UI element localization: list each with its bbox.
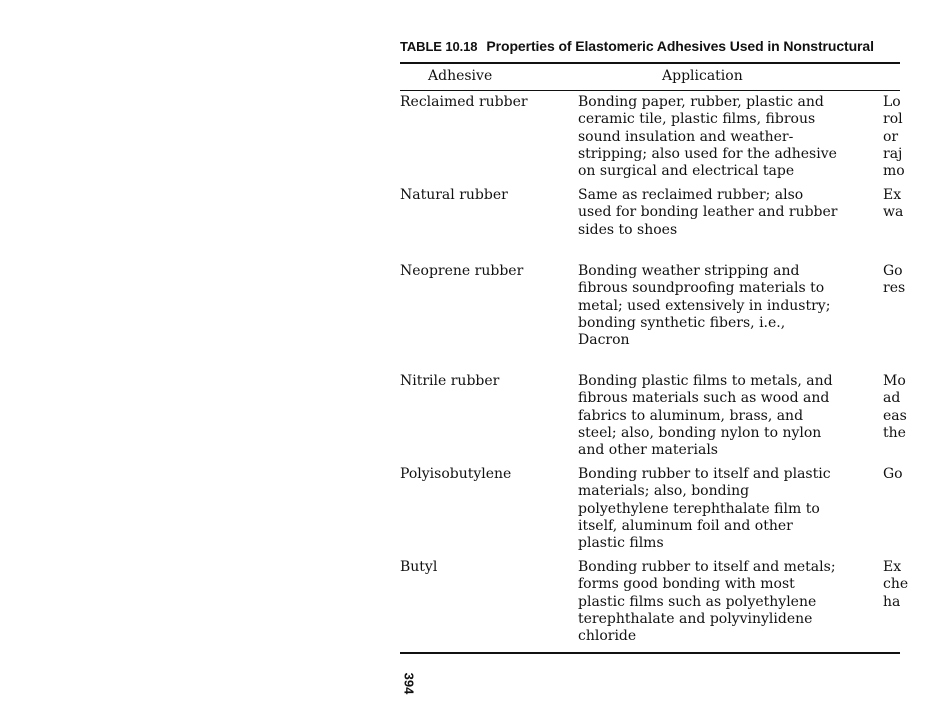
application-cell — [578, 466, 838, 552]
application-line: materials; also, bonding — [578, 483, 750, 500]
properties-cell-clipped — [883, 559, 943, 611]
properties-line: eas — [883, 407, 907, 424]
adhesive-cell: Neoprene rubber — [400, 263, 524, 279]
properties-line: rol — [883, 111, 903, 128]
table-bottom-rule — [400, 652, 900, 654]
properties-line: Go — [883, 466, 903, 482]
application-line: Bonding rubber to itself and metals; — [578, 559, 836, 575]
adhesive-cell: Reclaimed rubber — [400, 94, 528, 110]
application-cell — [578, 373, 838, 459]
properties-cell-clipped — [883, 373, 943, 442]
application-line: fibrous soundproofing materials to — [578, 280, 825, 297]
properties-line: wa — [883, 204, 904, 221]
application-line: Dacron — [578, 332, 630, 349]
application-line: sides to shoes — [578, 221, 678, 238]
properties-line: ha — [883, 593, 901, 610]
application-line: plastic films such as polyethylene — [578, 593, 817, 610]
adhesive-cell: Butyl — [400, 559, 438, 575]
application-line: Bonding paper, rubber, plastic and — [578, 94, 824, 110]
application-line: metal; used extensively in industry; — [578, 297, 831, 314]
application-line: Bonding rubber to itself and plastic — [578, 466, 831, 482]
properties-line: Mo — [883, 373, 906, 389]
application-line: stripping; also used for the adhesive — [578, 145, 837, 162]
properties-line: or — [883, 128, 899, 145]
application-line: Bonding weather stripping and — [578, 263, 800, 279]
properties-line: the — [883, 424, 906, 441]
adhesive-cell: Natural rubber — [400, 187, 508, 203]
properties-line: Ex — [883, 187, 902, 203]
application-line: plastic films — [578, 535, 664, 552]
application-line: itself, aluminum foil and other — [578, 517, 793, 534]
properties-cell-clipped — [883, 466, 943, 483]
application-cell — [578, 187, 838, 239]
properties-cell-clipped — [883, 94, 943, 180]
application-line: polyethylene terephthalate film to — [578, 500, 820, 517]
application-line: Same as reclaimed rubber; also — [578, 187, 804, 203]
table-title: Properties of Elastomeric Adhesives Used in Nonstructural — [486, 38, 874, 54]
application-line: chloride — [578, 628, 637, 645]
properties-line: res — [883, 280, 906, 297]
table-top-rule — [400, 62, 900, 64]
page-number: 394 — [401, 672, 417, 695]
application-line: forms good bonding with most — [578, 576, 795, 593]
properties-cell-clipped — [883, 263, 943, 298]
application-line: sound insulation and weather- — [578, 128, 794, 145]
properties-line: Go — [883, 263, 903, 279]
application-cell — [578, 263, 838, 349]
properties-line: raj — [883, 145, 903, 162]
column-header-adhesive: Adhesive — [428, 68, 493, 84]
adhesive-cell: Polyisobutylene — [400, 466, 512, 482]
properties-line: che — [883, 576, 909, 593]
properties-line: Lo — [883, 94, 901, 110]
application-line: and other materials — [578, 442, 718, 459]
table-header-rule — [400, 90, 900, 91]
properties-cell-clipped — [883, 187, 943, 222]
application-line: used for bonding leather and rubber — [578, 204, 838, 221]
properties-line: ad — [883, 390, 901, 407]
table-caption — [400, 38, 874, 54]
table-number: TABLE 10.18 — [400, 39, 478, 54]
application-line: bonding synthetic fibers, i.e., — [578, 314, 786, 331]
application-line: terephthalate and polyvinylidene — [578, 610, 813, 627]
application-line: fibrous materials such as wood and — [578, 390, 830, 407]
application-line: ceramic tile, plastic films, fibrous — [578, 111, 816, 128]
column-header-application: Application — [662, 68, 743, 84]
properties-line: Ex — [883, 559, 902, 575]
application-line: steel; also, bonding nylon to nylon — [578, 424, 822, 441]
adhesive-cell: Nitrile rubber — [400, 373, 500, 389]
application-line: fabrics to aluminum, brass, and — [578, 407, 804, 424]
properties-line: mo — [883, 163, 905, 180]
application-cell — [578, 94, 838, 180]
application-cell — [578, 559, 838, 645]
application-line: Bonding plastic films to metals, and — [578, 373, 833, 389]
application-line: on surgical and electrical tape — [578, 163, 795, 180]
